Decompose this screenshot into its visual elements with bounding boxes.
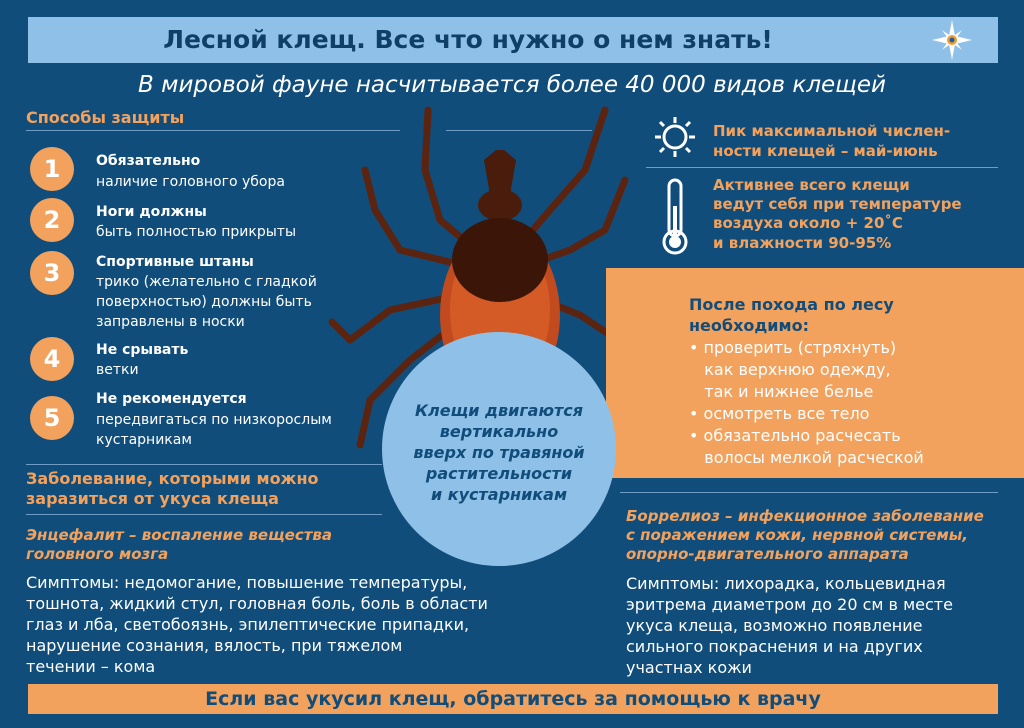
encephalitis-symptoms: нарушение сознания, вялость, при тяжелом [26, 636, 403, 655]
footer-text: Если вас укусил клещ, обратитесь за помощью к врачу [205, 688, 821, 710]
divider [26, 464, 382, 465]
after-walk-item: • проверить (стряхнуть) [689, 338, 897, 357]
after-walk-heading: необходимо: [689, 316, 809, 335]
protection-item-text: поверхностью) должны быть [96, 294, 312, 310]
protection-item-text: ветки [96, 362, 139, 378]
encephalitis-title: Энцефалит – воспаление вещества [26, 526, 333, 544]
activity-fact: воздуха около + 20˚С [713, 214, 903, 232]
protection-heading: Способы защиты [26, 108, 185, 127]
movement-line: вертикально [439, 422, 559, 441]
after-walk-item: так и нижнее белье [689, 382, 874, 401]
divider [646, 167, 998, 168]
protection-item-title: Не рекомендуется [96, 391, 247, 407]
after-walk-item: волосы мелкой расческой [689, 448, 924, 467]
after-walk-item: • обязательно расчесать [689, 426, 901, 445]
page-title: Лесной клещ. Все что нужно о нем знать! [163, 25, 773, 54]
encephalitis-symptoms: Симптомы: недомогание, повышение температуры, [26, 573, 468, 592]
diseases-heading: заразиться от укуса клеща [26, 489, 279, 508]
activity-fact: Активнее всего клещи [713, 176, 910, 194]
borreliosis-symptoms: укуса клеща, возможно появление [626, 616, 923, 635]
movement-line: и кустарникам [430, 485, 568, 504]
protection-item-title: Обязательно [96, 153, 201, 169]
divider [446, 130, 592, 131]
protection-item-text: быть полностью прикрыты [96, 224, 297, 240]
borreliosis-symptoms: сильного покраснения и на других [626, 637, 923, 656]
protection-item-text: трико (желательно с гладкой [96, 274, 317, 290]
borreliosis-symptoms: участнах кожи [626, 658, 752, 677]
after-walk-heading: После похода по лесу [689, 295, 894, 314]
protection-item-text: заправлены в носки [96, 314, 245, 330]
mchs-star-emblem-icon [930, 18, 974, 62]
step-number: 4 [30, 337, 74, 381]
borreliosis-title: опорно-двигательного аппарата [626, 545, 909, 563]
encephalitis-symptoms: тошнота, жидкий стул, головная боль, боль в области [26, 594, 488, 613]
movement-line: Клещи двигаются [414, 401, 584, 420]
borreliosis-title: Боррелиоз – инфекционное заболевание [626, 507, 984, 525]
step-number: 5 [30, 396, 74, 440]
movement-line: растительности [425, 464, 573, 483]
step-number: 3 [30, 251, 74, 295]
thermometer-icon [660, 178, 690, 256]
subtitle: В мировой фауне насчитывается более 40 000 видов клещей [138, 72, 886, 98]
after-walk-item: • осмотреть все тело [689, 404, 870, 423]
encephalitis-symptoms: течении – кома [26, 657, 156, 676]
protection-item-text: наличие головного убора [96, 174, 285, 190]
diseases-heading: Заболевание, которыми можно [26, 469, 319, 488]
sun-icon [654, 116, 696, 158]
protection-item-title: Не срывать [96, 342, 189, 358]
borreliosis-symptoms: эритрема диаметром до 20 см в месте [626, 595, 953, 614]
movement-circle-text [398, 400, 600, 505]
borreliosis-symptoms: Симптомы: лихорадка, кольцевидная [626, 574, 946, 593]
step-number: 1 [30, 147, 74, 191]
movement-line: вверх по травяной [413, 443, 585, 462]
protection-item-text: передвигаться по низкорослым [96, 412, 332, 428]
protection-item-text: кустарникам [96, 432, 192, 448]
step-number: 2 [30, 198, 74, 242]
borreliosis-title: с поражением кожи, нервной системы, [626, 526, 968, 544]
peak-fact: ности клещей – май-июнь [713, 142, 938, 160]
activity-fact: ведут себя при температуре [713, 195, 962, 213]
divider [620, 492, 998, 493]
divider [26, 514, 382, 515]
activity-fact: и влажности 90-95% [713, 234, 892, 252]
protection-item-title: Спортивные штаны [96, 254, 254, 270]
divider [26, 130, 400, 131]
after-walk-item: как верхнюю одежду, [689, 360, 891, 379]
encephalitis-symptoms: глаз и лба, светобоязнь, эпилептические припадки, [26, 615, 470, 634]
protection-item-title: Ноги должны [96, 204, 207, 220]
peak-fact: Пик максимальной числен- [713, 122, 951, 140]
encephalitis-title: головного мозга [26, 545, 169, 563]
